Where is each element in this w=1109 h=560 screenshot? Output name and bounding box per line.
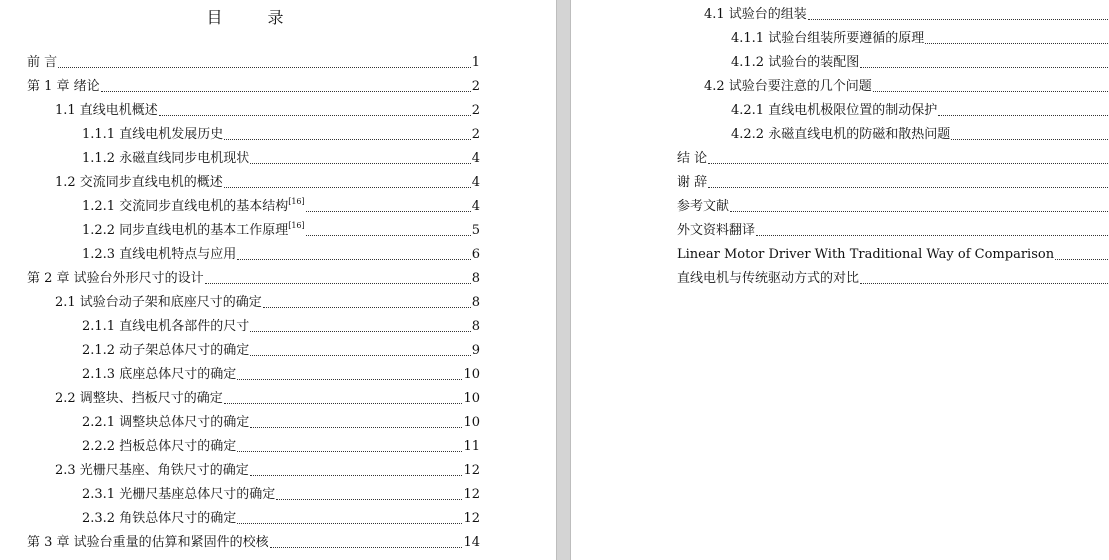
dot-leader [237, 259, 471, 260]
toc-entry[interactable] [82, 151, 480, 167]
toc-entry-page: 2 [471, 103, 480, 118]
toc-entry[interactable] [731, 103, 1109, 119]
toc-entry[interactable] [677, 175, 1109, 191]
toc-title: 目 录 [206, 8, 304, 27]
toc-entry-label: 第 2 章 试验台外形尺寸的设计 [27, 271, 204, 286]
toc-entry[interactable] [82, 415, 480, 431]
toc-entry-label: 2.2.1 调整块总体尺寸的确定 [82, 415, 250, 430]
toc-entry-label: 4.2.1 直线电机极限位置的制动保护 [731, 103, 938, 118]
toc-entry-label: 直线电机与传统驱动方式的对比 [677, 271, 860, 286]
toc-entry-text [677, 223, 755, 239]
toc-entry[interactable] [55, 391, 480, 407]
toc-entry-label: 外文资料翻译 [677, 223, 756, 238]
toc-entry-text [27, 535, 269, 551]
toc-entry-page: 8 [471, 319, 480, 334]
toc-entry-label: Linear Motor Driver With Traditional Way of Comparison [677, 247, 1055, 262]
toc-entry-page: 14 [463, 535, 480, 550]
dot-leader [250, 331, 471, 332]
toc-entry-label: 2.1.3 底座总体尺寸的确定 [82, 367, 237, 382]
toc-entry[interactable] [731, 127, 1109, 143]
toc-entry-text [82, 247, 236, 263]
toc-entry[interactable] [677, 247, 1109, 263]
toc-entry-page: 6 [471, 247, 480, 262]
dot-leader [250, 355, 471, 356]
dot-leader [250, 163, 471, 164]
dot-leader [237, 379, 462, 380]
toc-entry-page: 12 [463, 463, 480, 478]
toc-entry-text [82, 199, 305, 215]
toc-entry[interactable] [704, 7, 1109, 23]
dot-leader [860, 67, 1109, 68]
dot-leader [101, 91, 471, 92]
toc-entry[interactable] [82, 223, 480, 239]
toc-entry-page: 9 [471, 343, 480, 358]
dot-leader [237, 451, 462, 452]
toc-entry[interactable] [704, 79, 1109, 95]
toc-entry-label: 4.1 试验台的组装 [704, 7, 807, 22]
toc-entry-page: 8 [471, 271, 480, 286]
toc-entry-label: 2.3.1 光栅尺基座总体尺寸的确定 [82, 487, 276, 502]
toc-entry[interactable] [82, 367, 480, 383]
dot-leader [224, 403, 463, 404]
toc-entry[interactable] [677, 223, 1109, 239]
toc-entry[interactable] [82, 247, 480, 263]
toc-entry[interactable] [82, 319, 480, 335]
toc-entry[interactable] [55, 103, 480, 119]
toc-entry-text [677, 151, 707, 167]
toc-entry-label: 4.2 试验台要注意的几个问题 [704, 79, 872, 94]
dot-leader [224, 187, 471, 188]
toc-entry-text [731, 31, 924, 47]
citation-ref: [16] [288, 197, 305, 206]
toc-entry-label: 2.2.2 挡板总体尺寸的确定 [82, 439, 237, 454]
dot-leader [708, 187, 1109, 188]
toc-entry-text [55, 391, 223, 407]
toc-entry-page: 10 [463, 367, 480, 382]
toc-entry-label: 1.1.2 永磁直线同步电机现状 [82, 151, 250, 166]
toc-entry-label: 1.2.3 直线电机特点与应用 [82, 247, 237, 262]
dot-leader [159, 115, 471, 116]
toc-entry-text [82, 367, 236, 383]
toc-entry[interactable] [677, 199, 1109, 215]
toc-entry-text [82, 223, 305, 239]
toc-entry-text [82, 319, 249, 335]
dot-leader [270, 547, 463, 548]
dot-leader [250, 475, 463, 476]
dot-leader [1055, 259, 1109, 260]
toc-entry-text [731, 103, 937, 119]
toc-entry-label: 2.1 试验台动子架和底座尺寸的确定 [55, 295, 262, 310]
toc-entry[interactable] [82, 199, 480, 215]
dot-leader [708, 163, 1109, 164]
toc-entry-text [704, 79, 872, 95]
toc-entry[interactable] [82, 439, 480, 455]
toc-entry[interactable] [731, 55, 1109, 71]
toc-entry[interactable] [27, 55, 480, 71]
toc-entry-text [27, 55, 57, 71]
dot-leader [756, 235, 1109, 236]
citation-ref: [16] [288, 221, 305, 230]
toc-entry-text [704, 7, 807, 23]
toc-entry-text [82, 151, 249, 167]
toc-entry-label: 2.1.2 动子架总体尺寸的确定 [82, 343, 250, 358]
toc-entry-text [677, 247, 1054, 263]
toc-entry[interactable] [55, 175, 480, 191]
toc-entry[interactable] [677, 151, 1109, 167]
dot-leader [808, 19, 1109, 20]
toc-entry-label: 4.1.2 试验台的装配图 [731, 55, 860, 70]
toc-entry-page: 12 [463, 511, 480, 526]
dot-leader [205, 283, 471, 284]
toc-entry-text [55, 175, 223, 191]
dot-leader [306, 235, 471, 236]
toc-entry-page: 8 [471, 295, 480, 310]
toc-entry-text [55, 103, 158, 119]
dot-leader [263, 307, 471, 308]
toc-entry-page: 2 [471, 79, 480, 94]
toc-entry-text [677, 175, 707, 191]
toc-entry-text [55, 295, 262, 311]
toc-entry-label: 2.3 光栅尺基座、角铁尺寸的确定 [55, 463, 249, 478]
toc-entry-label: 2.3.2 角铁总体尺寸的确定 [82, 511, 237, 526]
dot-leader [250, 427, 462, 428]
toc-entry[interactable] [677, 271, 1109, 287]
toc-entry[interactable] [55, 295, 480, 311]
toc-entry-label: 4.1.1 试验台组装所要遵循的原理 [731, 31, 925, 46]
dot-leader [951, 139, 1109, 140]
dot-leader [276, 499, 462, 500]
dot-leader [237, 523, 462, 524]
toc-entry[interactable] [82, 511, 480, 527]
toc-entry-page: 5 [471, 223, 480, 238]
toc-page-right [571, 0, 1109, 560]
toc-entry[interactable] [82, 487, 480, 503]
toc-entry-page: 2 [471, 127, 480, 142]
toc-entry-label: 前 言 [27, 55, 58, 70]
dot-leader [938, 115, 1109, 116]
dot-leader [873, 91, 1109, 92]
page-gutter [556, 0, 571, 560]
toc-entry-text [731, 55, 859, 71]
toc-entry[interactable] [27, 79, 480, 95]
toc-entry-page: 1 [471, 55, 480, 70]
toc-entry[interactable] [731, 31, 1109, 47]
toc-entry-page: 4 [471, 199, 480, 214]
toc-entry[interactable] [27, 535, 480, 551]
toc-entry-text [82, 487, 275, 503]
dot-leader [306, 211, 471, 212]
toc-entry-text [82, 439, 236, 455]
toc-entry-text [27, 79, 100, 95]
toc-entry-label: 2.1.1 直线电机各部件的尺寸 [82, 319, 250, 334]
toc-entry[interactable] [82, 343, 480, 359]
toc-entry-page: 10 [463, 415, 480, 430]
toc-entry-text [677, 271, 859, 287]
toc-entry-label: 参考文献 [677, 199, 730, 214]
toc-entry-label: 结 论 [677, 151, 708, 166]
dot-leader [58, 67, 471, 68]
toc-entry-text [82, 415, 249, 431]
toc-entry-page: 4 [471, 151, 480, 166]
toc-entry-text [731, 127, 950, 143]
toc-entry-page: 12 [463, 487, 480, 502]
toc-entry-label: 谢 辞 [677, 175, 708, 190]
toc-entry[interactable] [55, 463, 480, 479]
dot-leader [224, 139, 471, 140]
toc-entry-page: 10 [463, 391, 480, 406]
toc-entry-text [677, 199, 729, 215]
toc-entry-text [82, 511, 236, 527]
toc-entry-label: 1.2 交流同步直线电机的概述 [55, 175, 223, 190]
toc-entry-label: 第 1 章 绪论 [27, 79, 100, 94]
toc-entry-page: 11 [463, 439, 480, 454]
toc-entry-label: 1.1 直线电机概述 [55, 103, 158, 118]
toc-entry-label: 1.2.1 交流同步直线电机的基本结构 [82, 199, 289, 214]
toc-entry-label: 2.2 调整块、挡板尺寸的确定 [55, 391, 223, 406]
toc-entry-label: 第 3 章 试验台重量的估算和紧固件的校核 [27, 535, 269, 550]
toc-entry-page: 4 [471, 175, 480, 190]
toc-entry-text [82, 343, 249, 359]
dot-leader [860, 283, 1109, 284]
toc-entry-text [55, 463, 249, 479]
toc-entry[interactable] [27, 271, 480, 287]
toc-entry-label: 4.2.2 永磁直线电机的防磁和散热问题 [731, 127, 951, 142]
toc-entry-label: 1.2.2 同步直线电机的基本工作原理 [82, 223, 289, 238]
toc-entry[interactable] [82, 127, 480, 143]
toc-entry-label: 1.1.1 直线电机发展历史 [82, 127, 224, 142]
toc-entry-text [82, 127, 223, 143]
dot-leader [730, 211, 1109, 212]
dot-leader [925, 43, 1109, 44]
toc-entry-text [27, 271, 204, 287]
